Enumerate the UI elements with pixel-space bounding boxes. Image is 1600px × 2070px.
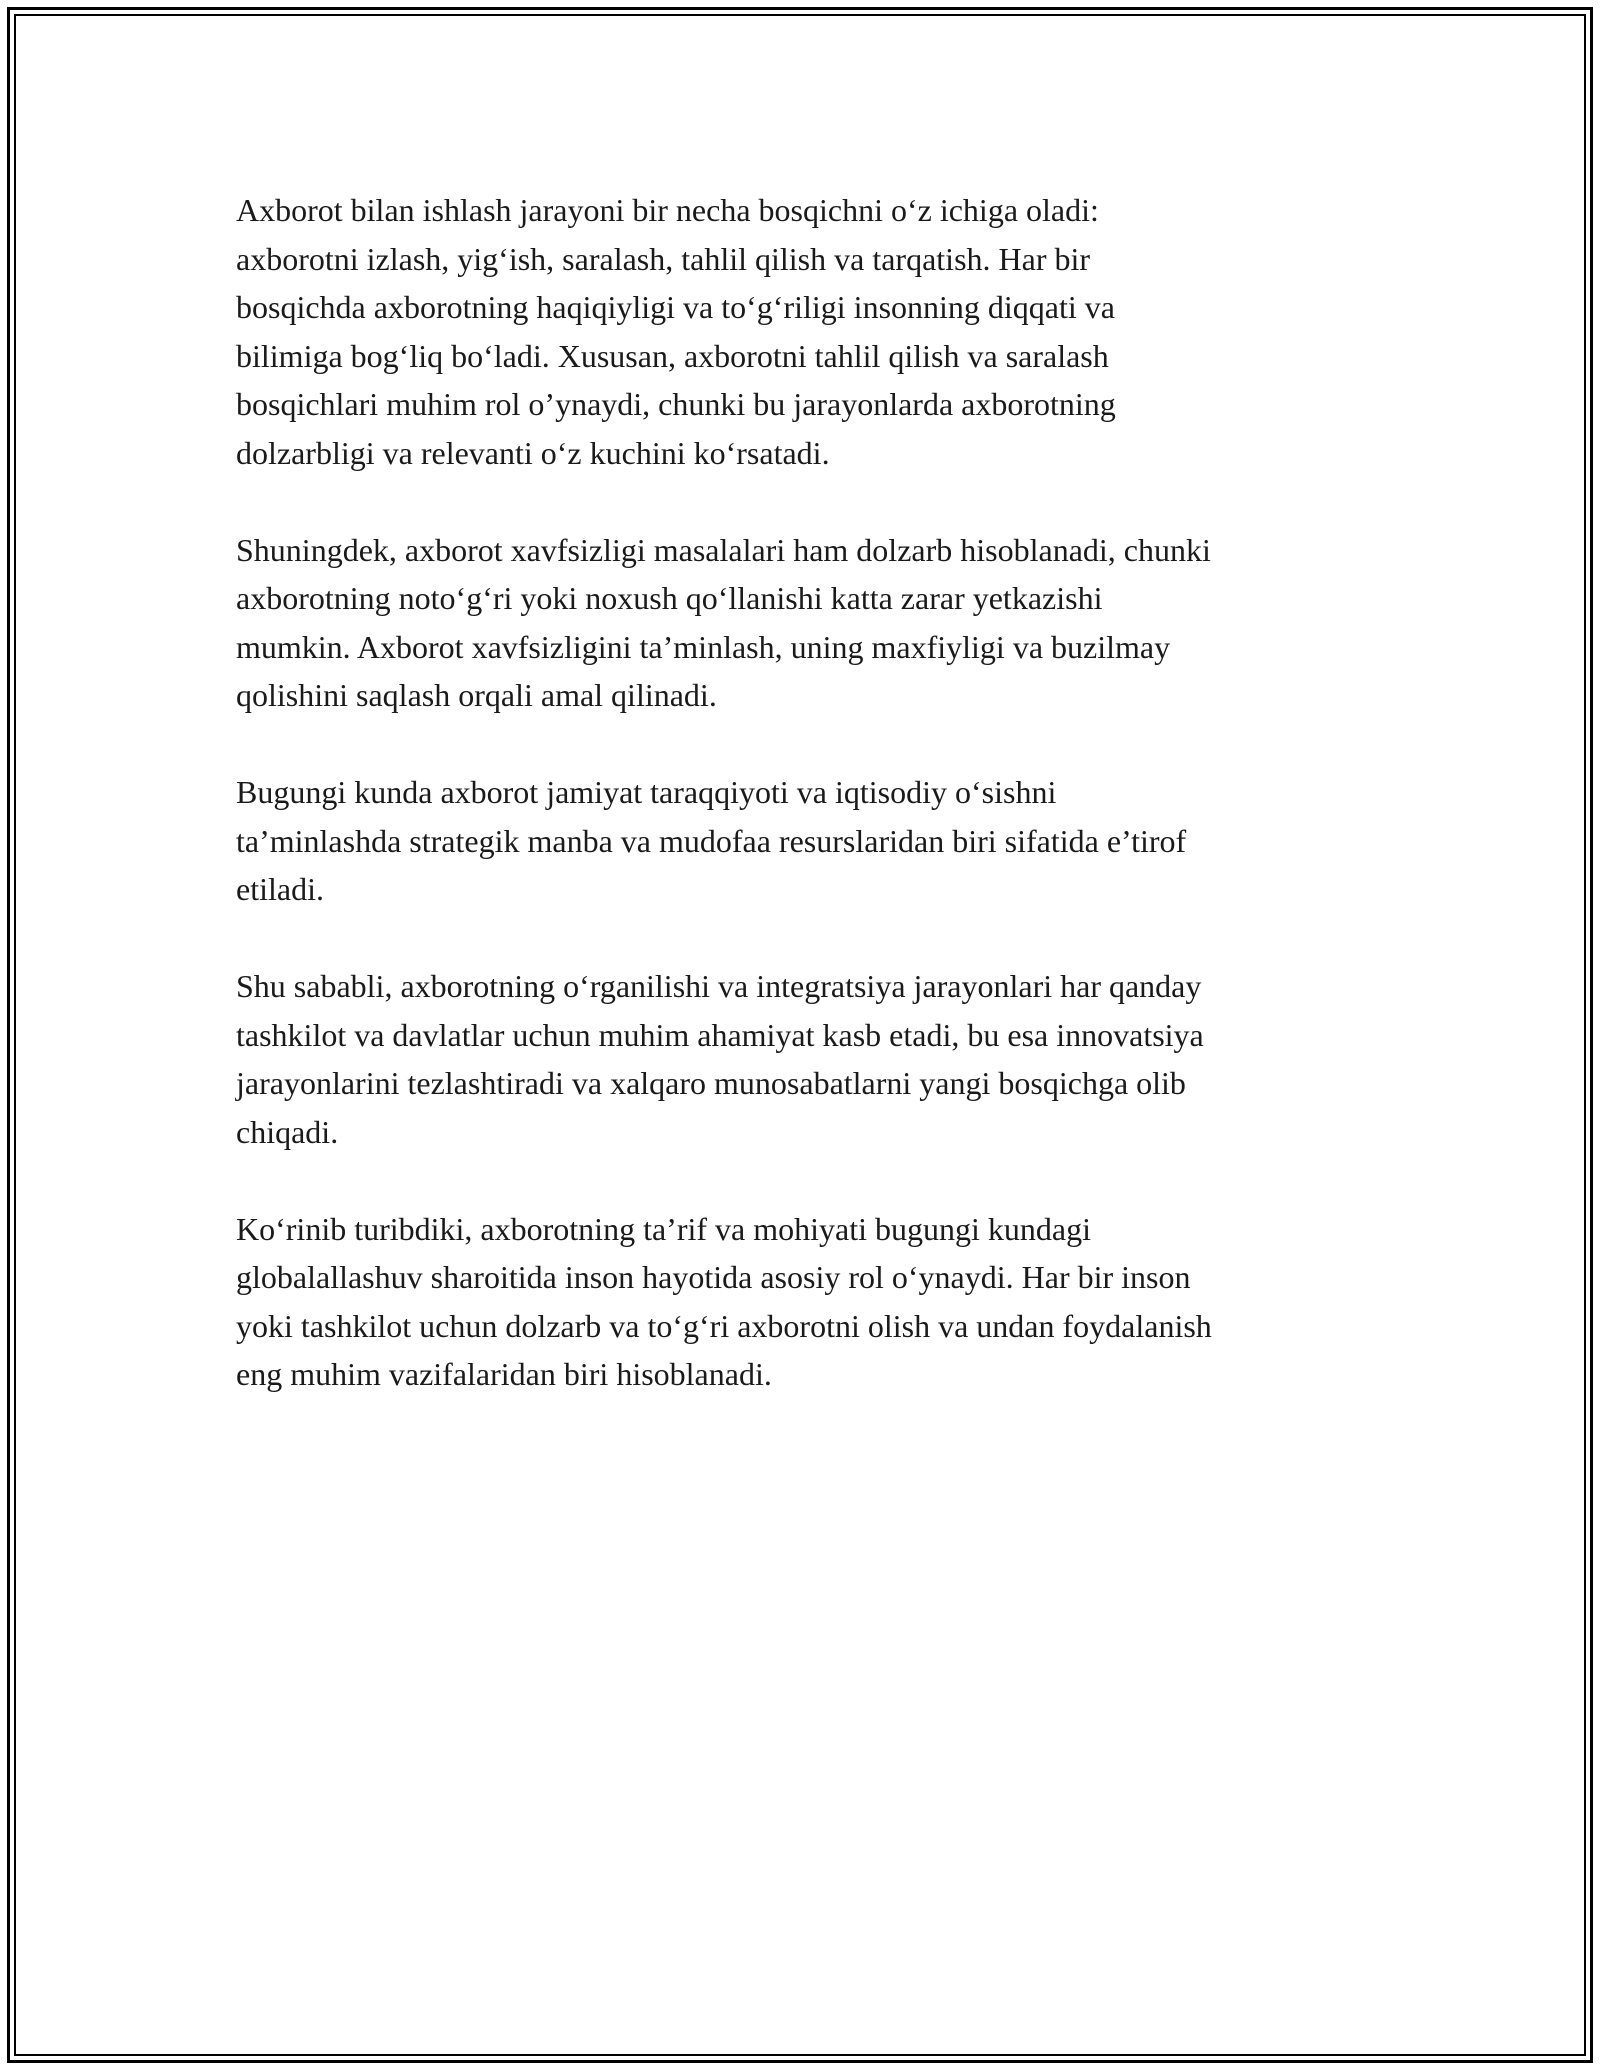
paragraph-information-workflow: Axborot bilan ishlash jarayoni bir necha bosqichni o‘z ichiga oladi: axborotni izlash, yig‘ish, saralash, tahlil qilish va tarqatish. Har bir bosqichda axborotning haqiqiyligi va to‘g‘riligi insonning diqqati va bilimiga bog‘liq bo‘ladi. Xususan, axborotni tahlil qilish va saralash bosqichlari muhim rol o’ynaydi, chunki bu jarayonlarda axborotning dolzarbligi va relevanti o‘z kuchini ko‘rsatadi. (236, 192, 1116, 471)
paragraph-information-security: Shuningdek, axborot xavfsizligi masalalari ham dolzarb hisoblanadi, chunki axborotning noto‘g‘ri yoki noxush qo‘llanishi katta zarar yetkazishi mumkin. Axborot xavfsizligini ta’minlash, uning maxfiyligi va buzilmay qolishini saqlash orqali amal qilinadi. (236, 531, 1211, 713)
paragraph-conclusion: Ko‘rinib turibdiki, axborotning ta’rif va mohiyati bugungi kundagi globalallashuv sharoitida inson hayotida asosiy rol o‘ynaydi. Har bir inson yoki tashkilot uchun dolzarb va to‘g‘ri axborotni olish va undan foydalanish eng muhim vazifalaridan biri hisoblanadi. (236, 1210, 1212, 1392)
paragraph-strategic-resource: Bugungi kunda axborot jamiyat taraqqiyoti va iqtisodiy o‘sishni ta’minlashda strategik manba va mudofaa resurslaridan biri sifatida e’tirof etiladi. (236, 774, 1187, 907)
paragraph-integration: Shu sababli, axborotning o‘rganilishi va integratsiya jarayonlari har qanday tashkilot va davlatlar uchun muhim ahamiyat kasb etadi, bu esa innovatsiya jarayonlarini tezlashtiradi va xalqaro munosabatlarni yangi bosqichga olib chiqadi. (236, 968, 1204, 1150)
document-body (236, 186, 1371, 1447)
